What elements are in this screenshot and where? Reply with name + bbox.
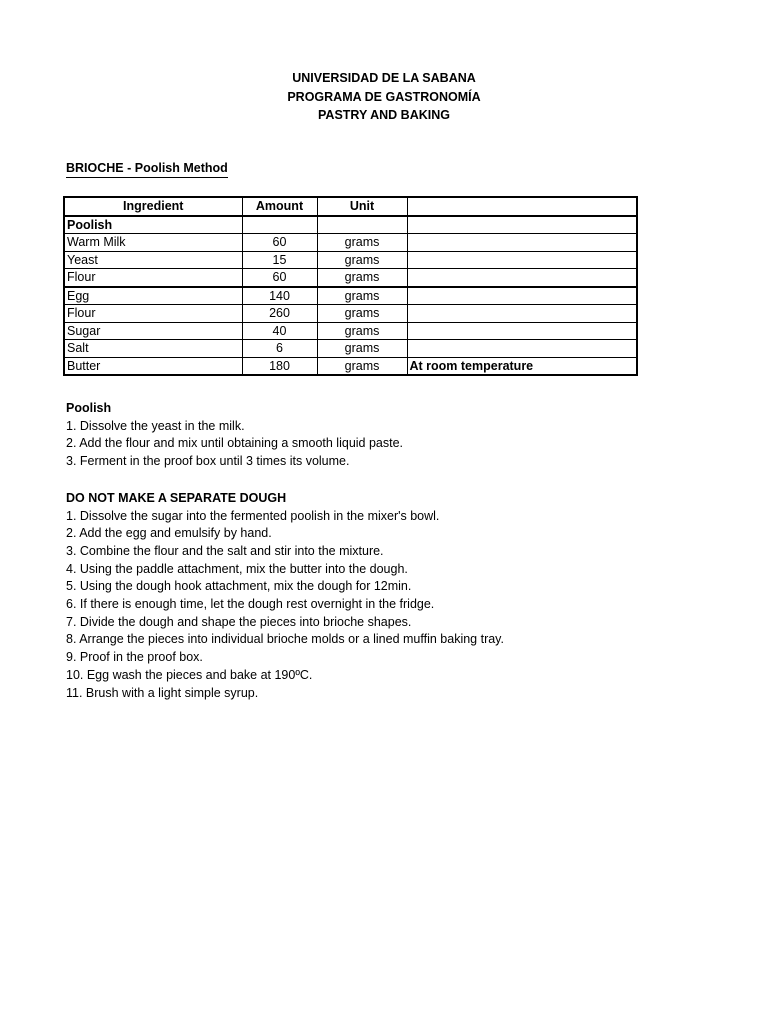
poolish-instructions (66, 400, 726, 471)
ingredient-cell: Flour (64, 305, 242, 323)
table-row (64, 322, 637, 340)
instruction-step: 2. Add the egg and emulsify by hand. (66, 526, 272, 541)
note-cell (407, 305, 637, 323)
unit-cell: grams (317, 269, 407, 287)
table-row (64, 357, 637, 375)
course-name: PASTRY AND BAKING (318, 108, 450, 122)
poolish-heading: Poolish (66, 401, 112, 415)
section-label: Poolish (64, 216, 242, 234)
ingredient-cell: Butter (64, 357, 242, 375)
column-header-unit: Unit (317, 197, 407, 216)
table-row (64, 340, 637, 358)
section-row-poolish (64, 216, 637, 234)
unit-cell: grams (317, 305, 407, 323)
note-cell (407, 322, 637, 340)
instruction-step: 7. Divide the dough and shape the pieces into brioche shapes. (66, 614, 412, 629)
note-cell (407, 251, 637, 269)
amount-cell: 60 (242, 269, 317, 287)
table-row (64, 269, 637, 287)
table-row (64, 287, 637, 305)
ingredient-cell: Warm Milk (64, 234, 242, 252)
amount-cell: 60 (242, 234, 317, 252)
ingredient-cell: Yeast (64, 251, 242, 269)
unit-cell: grams (317, 287, 407, 305)
instruction-step: 5. Using the dough hook attachment, mix the dough for 12min. (66, 579, 412, 594)
dough-instructions (66, 490, 726, 702)
program-name: PROGRAMA DE GASTRONOMÍA (287, 89, 481, 104)
document-header (0, 69, 768, 125)
instruction-step: 6. If there is enough time, let the dough rest overnight in the fridge. (66, 597, 435, 612)
ingredient-cell: Sugar (64, 322, 242, 340)
column-header-ingredient: Ingredient (64, 197, 242, 216)
unit-cell: grams (317, 357, 407, 375)
table-cell (407, 216, 637, 234)
note-cell (407, 234, 637, 252)
ingredient-cell: Egg (64, 287, 242, 305)
recipe-title: BRIOCHE - Poolish Method (66, 160, 228, 178)
table-cell (242, 216, 317, 234)
instruction-step: 2. Add the flour and mix until obtaining a smooth liquid paste. (66, 436, 404, 451)
unit-cell: grams (317, 234, 407, 252)
instruction-step: 11. Brush with a light simple syrup. (66, 685, 259, 700)
instruction-step: 3. Combine the flour and the salt and stir into the mixture. (66, 543, 384, 558)
table-row (64, 305, 637, 323)
note-cell (407, 269, 637, 287)
dough-heading: DO NOT MAKE A SEPARATE DOUGH (66, 491, 287, 505)
unit-cell: grams (317, 322, 407, 340)
instruction-step: 4. Using the paddle attachment, mix the butter into the dough. (66, 561, 408, 576)
note-cell (407, 287, 637, 305)
instruction-step: 10. Egg wash the pieces and bake at 190ºC. (66, 667, 313, 682)
amount-cell: 140 (242, 287, 317, 305)
table-row (64, 234, 637, 252)
instruction-step: 1. Dissolve the sugar into the fermented poolish in the mixer's bowl. (66, 508, 440, 523)
university-name: UNIVERSIDAD DE LA SABANA (292, 71, 476, 85)
ingredient-cell: Salt (64, 340, 242, 358)
column-header-amount: Amount (242, 197, 317, 216)
column-header-notes (407, 197, 637, 216)
ingredients-table (63, 196, 638, 376)
amount-cell: 40 (242, 322, 317, 340)
amount-cell: 180 (242, 357, 317, 375)
ingredient-cell: Flour (64, 269, 242, 287)
note-cell: At room temperature (407, 357, 637, 375)
instruction-step: 9. Proof in the proof box. (66, 650, 203, 665)
unit-cell: grams (317, 251, 407, 269)
note-cell (407, 340, 637, 358)
instruction-step: 8. Arrange the pieces into individual brioche molds or a lined muffin baking tray. (66, 632, 504, 647)
unit-cell: grams (317, 340, 407, 358)
amount-cell: 260 (242, 305, 317, 323)
table-row (64, 251, 637, 269)
amount-cell: 15 (242, 251, 317, 269)
table-cell (317, 216, 407, 234)
instruction-step: 1. Dissolve the yeast in the milk. (66, 418, 245, 433)
table-header-row (64, 197, 637, 216)
instruction-step: 3. Ferment in the proof box until 3 times its volume. (66, 453, 350, 468)
amount-cell: 6 (242, 340, 317, 358)
